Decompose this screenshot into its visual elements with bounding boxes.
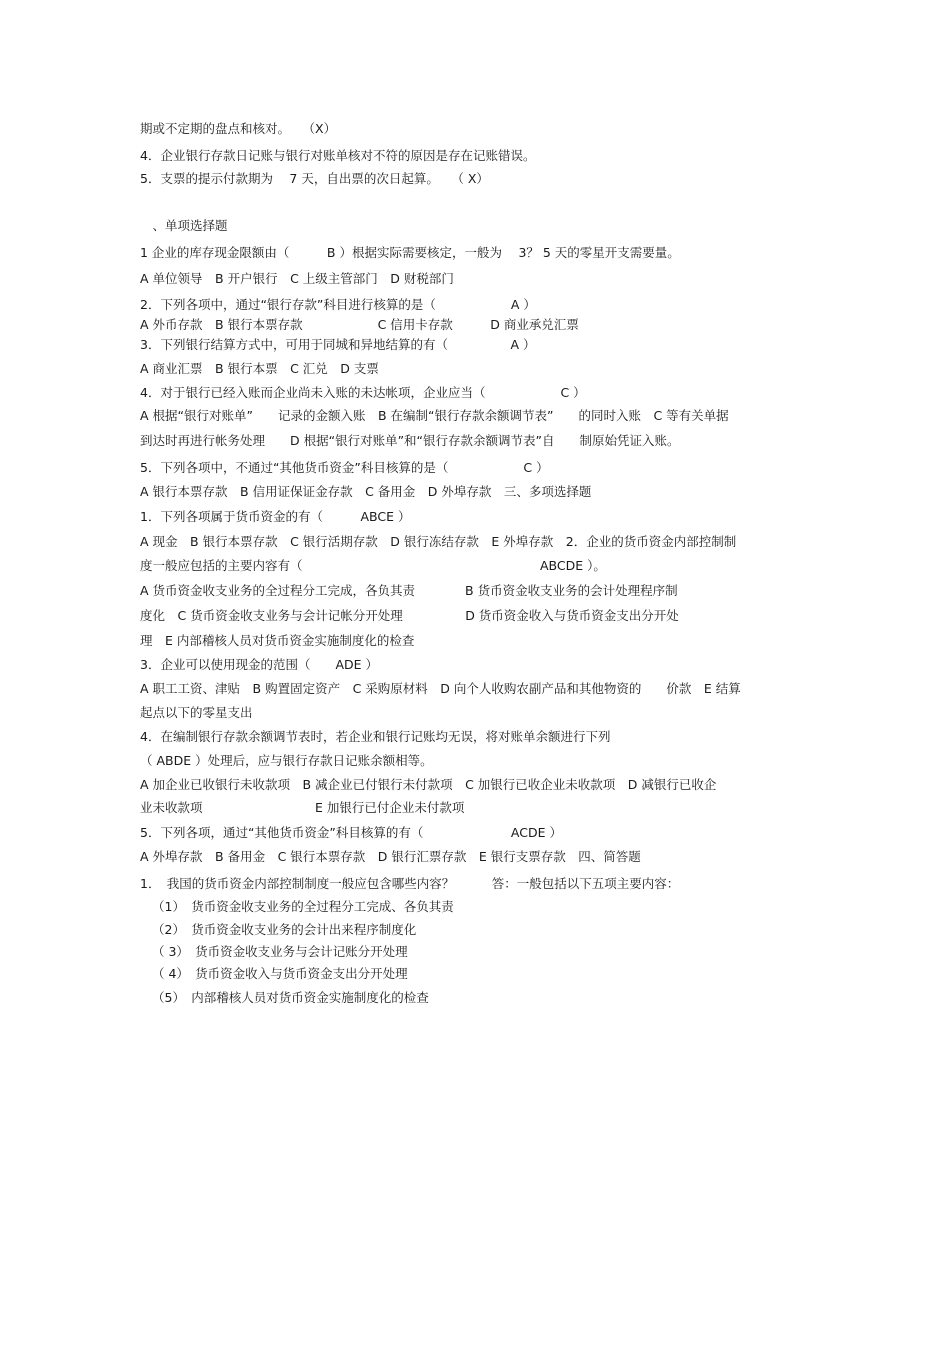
list-item: （5） 内部稽核人员对货币资金实施制度化的检查 xyxy=(152,990,429,1005)
text-line: A 外币存款 B 银行本票存款 C 信用卡存款 D 商业承兑汇票 xyxy=(140,317,579,332)
text-line: 5．下列各项，通过“其他货币资金”科目核算的有（ ACDE ） xyxy=(140,825,562,840)
text-line: A 单位领导 B 开户银行 C 上级主管部门 D 财税部门 xyxy=(140,271,454,286)
text-line: 理 E 内部稽核人员对货币资金实施制度化的检查 xyxy=(140,633,415,648)
list-item: （ 4） 货币资金收入与货币资金支出分开处理 xyxy=(152,966,408,981)
text-line: 1 企业的库存现金限额由（ B ）根据实际需要核定，一般为 3？ 5 天的零星开支需要量。 xyxy=(140,245,680,260)
text-line: 1．下列各项属于货币资金的有（ ABCE ） xyxy=(140,509,411,524)
text-line: 3．下列银行结算方式中，可用于同城和异地结算的有（ A ） xyxy=(140,337,536,352)
text-line: 到达时再进行帐务处理 D 根据“银行对账单”和“银行存款余额调节表”自 制原始凭证入账。 xyxy=(140,433,680,448)
text-line: 起点以下的零星支出 xyxy=(140,705,253,720)
text-line: （ ABDE ）处理后，应与银行存款日记账余额相等。 xyxy=(140,753,433,768)
list-item: （2） 货币资金收支业务的会计出来程序制度化 xyxy=(152,922,417,937)
text-line: A 外埠存款 B 备用金 C 银行本票存款 D 银行汇票存款 E 银行支票存款 四、简答题 xyxy=(140,849,641,864)
text-line: 4．对于银行已经入账而企业尚未入账的未达帐项，企业应当（ C ） xyxy=(140,385,586,400)
text-line: 业未收款项 E 加银行已付企业未付款项 xyxy=(140,800,465,815)
text-line: 度一般应包括的主要内容有（ ABCDE ）。 xyxy=(140,558,606,573)
text-line: A 根据“银行对账单” 记录的金额入账 B 在编制“银行存款余额调节表” 的同时入账 C 等有关单据 xyxy=(140,408,729,423)
list-item: （1） 货币资金收支业务的全过程分工完成、各负其责 xyxy=(152,899,454,914)
text-line: A 商业汇票 B 银行本票 C 汇兑 D 支票 xyxy=(140,361,379,376)
text-line: 5．支票的提示付款期为 7 天，自出票的次日起算。 （ X） xyxy=(140,171,489,186)
text-line: 4．在编制银行存款余额调节表时，若企业和银行记账均无误，将对账单余额进行下列 xyxy=(140,729,611,744)
section-heading: 、单项选择题 xyxy=(140,218,228,233)
text-line: 度化 C 货币资金收支业务与会计记帐分开处理 D 货币资金收入与货币资金支出分开处 xyxy=(140,608,679,623)
text-line: A 银行本票存款 B 信用证保证金存款 C 备用金 D 外埠存款 三、多项选择题 xyxy=(140,484,592,499)
text-line: 3．企业可以使用现金的范围（ ADE ） xyxy=(140,657,379,672)
text-line: 5．下列各项中，不通过“其他货币资金”科目核算的是（ C ） xyxy=(140,460,549,475)
text-line: 期或不定期的盘点和核对。 （X） xyxy=(140,121,337,136)
text-line: A 加企业已收银行未收款项 B 减企业已付银行未付款项 C 加银行已收企业未收款项 D 减银行已收企 xyxy=(140,777,717,792)
text-line: A 货币资金收支业务的全过程分工完成，各负其责 B 货币资金收支业务的会计处理程序制 xyxy=(140,583,678,598)
text-line: A 现金 B 银行本票存款 C 银行活期存款 D 银行冻结存款 E 外埠存款 2．企业的货币资金内部控制制 xyxy=(140,534,737,549)
text-line: 4．企业银行存款日记账与银行对账单核对不符的原因是存在记账错误。 xyxy=(140,148,536,163)
list-item: （ 3） 货币资金收支业务与会计记账分开处理 xyxy=(152,944,408,959)
text-line: 1． 我国的货币资金内部控制制度一般应包含哪些内容？ 答：一般包括以下五项主要内容： xyxy=(140,876,680,891)
text-line: 2．下列各项中，通过“银行存款”科目进行核算的是（ A ） xyxy=(140,297,536,312)
text-line: A 职工工资、津贴 B 购置固定资产 C 采购原材料 D 向个人收购农副产品和其他物资的 价款 E 结算 xyxy=(140,681,741,696)
